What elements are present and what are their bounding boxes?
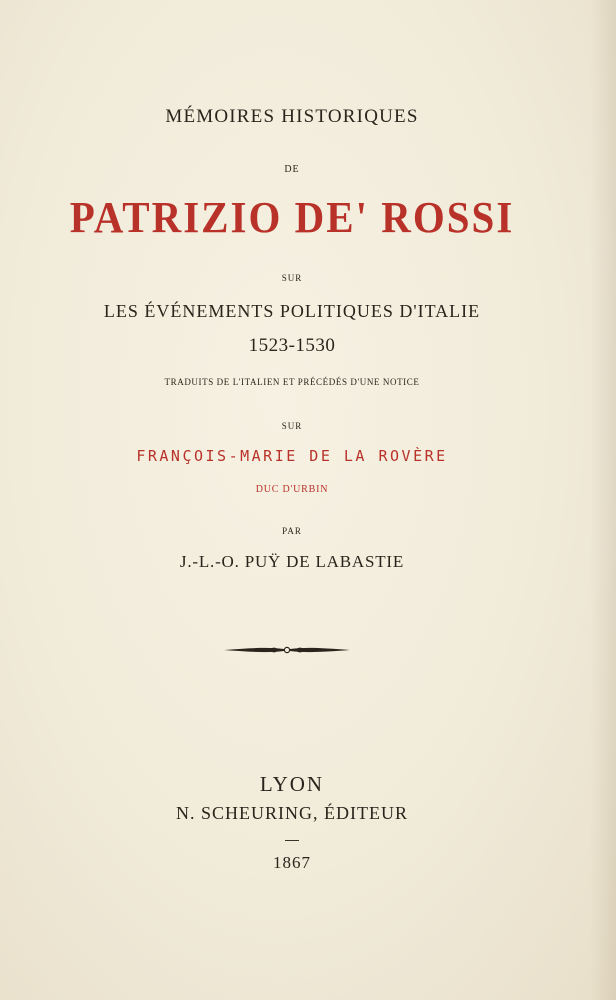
imprint-year: 1867 [273, 853, 311, 872]
ornament-divider-icon [222, 643, 352, 657]
notice-title: DUC D'URBIN [255, 484, 329, 495]
author-name: PATRIZIO DE' ROSSI [69, 192, 515, 242]
preposition-par: PAR [282, 526, 302, 536]
book-heading: MÉMOIRES HISTORIQUES [165, 106, 419, 127]
translator-name: J.-L.-O. PUŸ DE LABASTIE [179, 552, 405, 571]
date-range: 1523-1530 [248, 335, 336, 356]
imprint-publisher: N. SCHEURING, ÉDITEUR [176, 803, 408, 823]
translation-note: TRADUITS DE L'ITALIEN ET PRÉCÉDÉS D'UNE NOTICE [164, 377, 420, 387]
notice-subject: FRANÇOIS-MARIE DE LA ROVÈRE [136, 447, 448, 465]
preposition-sur-notice: SUR [281, 421, 303, 431]
imprint-divider [285, 840, 299, 841]
preposition-sur: SUR [281, 273, 303, 283]
preposition-de: DE [284, 164, 300, 175]
imprint-city: LYON [259, 772, 325, 796]
book-subject: LES ÉVÉNEMENTS POLITIQUES D'ITALIE [103, 301, 481, 321]
